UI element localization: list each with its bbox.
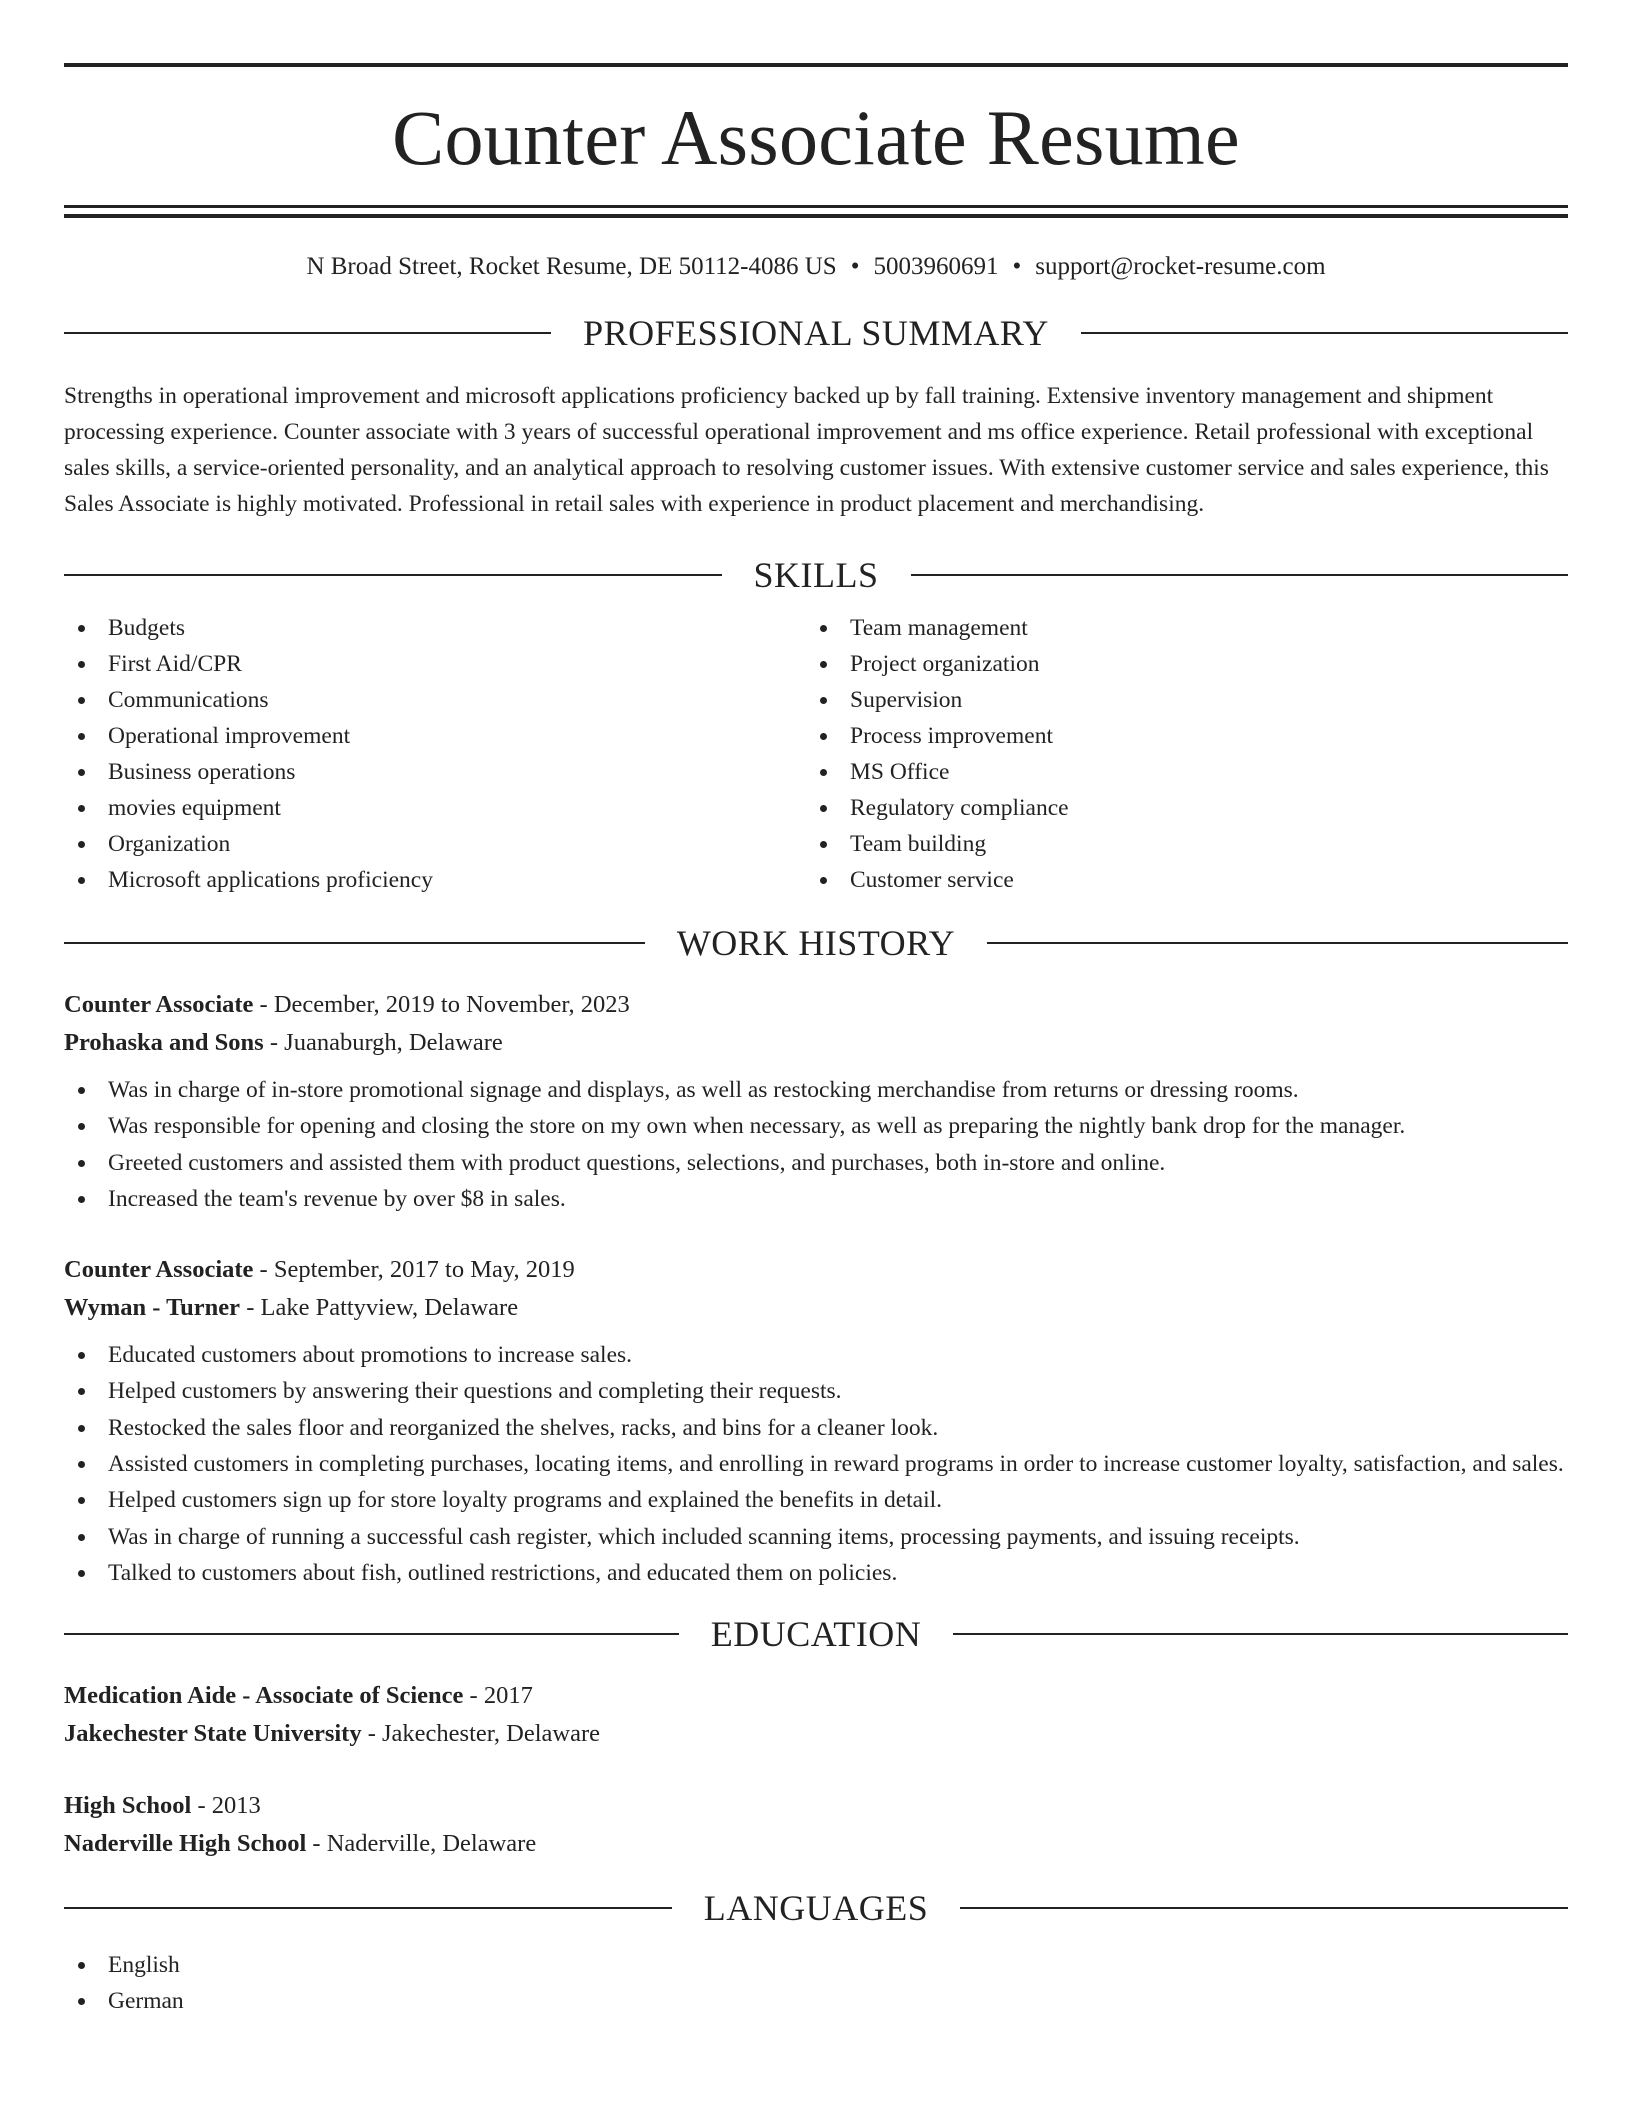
job-title-line: Counter Associate - September, 2017 to May, 2019 (64, 1256, 575, 1284)
job-company: Wyman - Turner (64, 1294, 241, 1322)
skill-item: movies equipment (64, 790, 806, 826)
section-title: EDUCATION (710, 1614, 922, 1655)
degree: High School (64, 1792, 192, 1820)
job-bullet: Assisted customers in completing purchases, locating items, and enrolling in reward programs in order to increase customer loyalty, satisfaction, and sales. (64, 1446, 1568, 1482)
job-title: Counter Associate (64, 991, 254, 1018)
school: Jakechester State University (64, 1720, 362, 1748)
school-location: Naderville, Delaware (326, 1830, 537, 1858)
graduation-year: 2017 (483, 1682, 533, 1710)
section-heading-languages (64, 1883, 1568, 1933)
job-bullet: Greeted customers and assisted them with product questions, selections, and purchases, both in-store and online. (64, 1145, 1568, 1181)
school-location: Jakechester, Delaware (382, 1720, 601, 1748)
skills-list (64, 610, 1568, 898)
degree-line: Medication Aide - Associate of Science - 2017 (64, 1682, 533, 1710)
skill-item: Regulatory compliance (806, 790, 1548, 826)
skill-item: Supervision (806, 682, 1548, 718)
section-title: SKILLS (753, 555, 879, 595)
skill-item: Communications (64, 682, 806, 718)
skill-item: Operational improvement (64, 718, 806, 754)
skill-item: Team management (806, 610, 1548, 646)
job-bullet: Restocked the sales floor and reorganized the shelves, racks, and bins for a cleaner look. (64, 1410, 1568, 1446)
job-bullet: Helped customers by answering their questions and completing their requests. (64, 1373, 1568, 1409)
job-dates: December, 2019 to November, 2023 (273, 991, 630, 1018)
skill-item: Organization (64, 826, 806, 862)
skills-column-right (806, 610, 1548, 898)
job-company: Prohaska and Sons (64, 1029, 264, 1056)
contact-email: support@rocket-resume.com (1035, 253, 1326, 280)
resume-title: Counter Associate Resume (392, 94, 1240, 181)
job-bullet: Was responsible for opening and closing the store on my own when necessary, as well as preparing the nightly bank drop for the manager. (64, 1108, 1568, 1144)
double-rule (64, 205, 1568, 218)
job-bullets (64, 1337, 1568, 1591)
school-line: Jakechester State University - Jakechester, Delaware (64, 1720, 601, 1748)
job-company-line: Wyman - Turner - Lake Pattyview, Delaware (64, 1294, 519, 1322)
job-bullet: Talked to customers about fish, outlined restrictions, and educated them on policies. (64, 1555, 1568, 1591)
section-heading-skills (64, 550, 1568, 600)
work-entry (64, 1251, 1568, 1591)
graduation-year: 2013 (211, 1792, 261, 1820)
job-title: Counter Associate (64, 1256, 254, 1284)
contact-line (64, 250, 1568, 284)
education-entry (64, 1787, 1568, 1863)
skill-item: Customer service (806, 862, 1548, 898)
language-item: English (64, 1947, 1568, 1983)
skill-item: First Aid/CPR (64, 646, 806, 682)
degree: Medication Aide - Associate of Science (64, 1682, 464, 1710)
language-item: German (64, 1983, 1568, 2019)
job-location: Juanaburgh, Delaware (284, 1029, 503, 1056)
skill-item: MS Office (806, 754, 1548, 790)
skill-item: Project organization (806, 646, 1548, 682)
languages-list (64, 1947, 1568, 2019)
section-heading-work (64, 918, 1568, 968)
job-bullet: Was in charge of running a successful cash register, which included scanning items, processing payments, and issuing receipts. (64, 1519, 1568, 1555)
school: Naderville High School (64, 1830, 307, 1858)
skill-item: Business operations (64, 754, 806, 790)
job-bullet: Educated customers about promotions to increase sales. (64, 1337, 1568, 1373)
skill-item: Microsoft applications proficiency (64, 862, 806, 898)
job-location: Lake Pattyview, Delaware (260, 1294, 519, 1322)
contact-separator: • (850, 253, 860, 280)
job-bullet: Increased the team's revenue by over $8 in sales. (64, 1181, 1568, 1217)
contact-phone: 5003960691 (873, 253, 999, 280)
skill-item: Team building (806, 826, 1548, 862)
job-bullet: Was in charge of in-store promotional signage and displays, as well as restocking merchandise from returns or dressing rooms. (64, 1072, 1568, 1108)
skill-item: Budgets (64, 610, 806, 646)
resume-page (64, 63, 1568, 2019)
job-dates: September, 2017 to May, 2019 (273, 1256, 575, 1284)
section-heading-education (64, 1609, 1568, 1659)
degree-line: High School - 2013 (64, 1792, 261, 1820)
section-heading-summary (64, 308, 1568, 358)
education-entry (64, 1677, 1568, 1753)
contact-address: N Broad Street, Rocket Resume, DE 50112-4086 US (306, 253, 837, 280)
skill-item: Process improvement (806, 718, 1548, 754)
job-title-line: Counter Associate - December, 2019 to November, 2023 (64, 991, 630, 1018)
work-entry (64, 986, 1568, 1217)
section-title: WORK HISTORY (676, 923, 956, 963)
job-bullets (64, 1072, 1568, 1217)
contact-separator: • (1012, 253, 1022, 280)
job-company-line: Prohaska and Sons - Juanaburgh, Delaware (64, 1029, 503, 1056)
job-bullet: Helped customers sign up for store loyalty programs and explained the benefits in detail. (64, 1482, 1568, 1518)
school-line: Naderville High School - Naderville, Delaware (64, 1830, 537, 1858)
section-title: LANGUAGES (703, 1888, 929, 1929)
summary-text: Strengths in operational improvement and microsoft applications proficiency backed up by fall training. Extensive inventory management and shipment processing experience. Counter associate with 3 years of successful operational improvement and ms office experience. Retail professional with exceptional sales skills, a service-oriented personality, and an analytical approach to resolving customer issues. With extensive customer service and sales experience, this Sales Associate is highly motivated. Professional in retail sales with experience in product placement and merchandising. (64, 383, 1549, 517)
section-title: PROFESSIONAL SUMMARY (583, 313, 1049, 353)
skills-column-left (64, 610, 806, 898)
